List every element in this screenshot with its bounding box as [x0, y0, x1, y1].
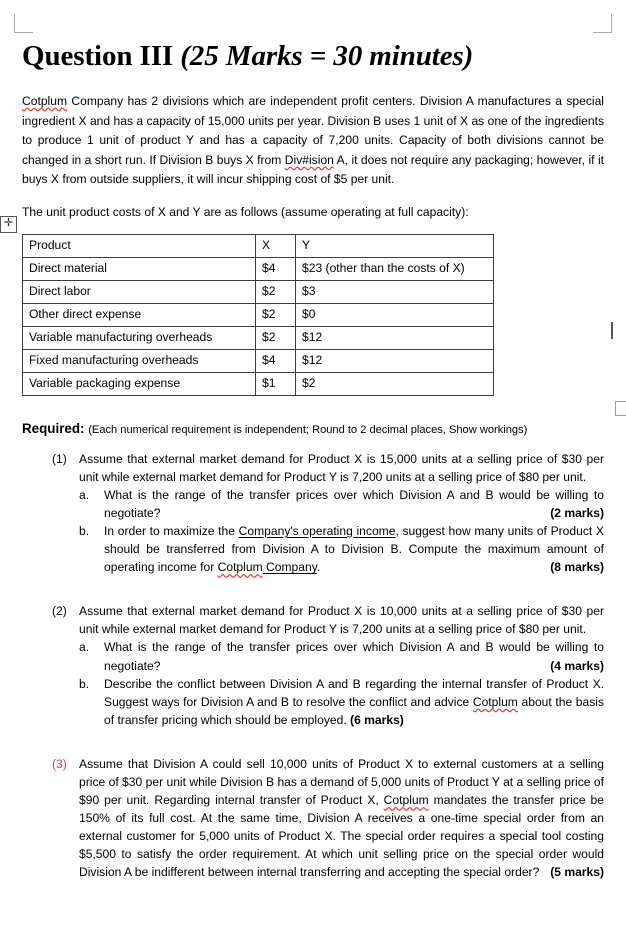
underlined-company-word: Company	[262, 560, 317, 575]
question-block-3	[22, 755, 604, 882]
subitem-text-after: about the basis of transfer pricing which should be employed.	[104, 694, 605, 727]
marks-value: (8 marks)	[550, 560, 604, 575]
cell-y: $12	[296, 349, 494, 372]
cell-x: $1	[256, 372, 296, 395]
marks-value: (4 marks)	[550, 658, 604, 673]
cell-x: $2	[256, 326, 296, 349]
question-2	[22, 602, 604, 638]
question-text: Assume that external market demand for Product X is 15,000 units at a selling price of $30 per unit while external market demand for Product Y is 7,200 units at a selling price of $80 per unit.	[79, 451, 604, 484]
question-text: Assume that external market demand for Product X is 10,000 units at a selling price of $30 per unit while external market demand for Product Y is 7,200 units at a selling price of $80 per unit.	[79, 604, 604, 637]
cell-y: $0	[296, 303, 494, 326]
cell-x: $4	[256, 257, 296, 280]
subitem-text-after: .	[316, 560, 321, 575]
question-marker: (1)	[52, 451, 67, 466]
marks-value: (2 marks)	[550, 505, 604, 520]
document-page	[3, 0, 605, 882]
question-text-before: Assume that Division A could sell 10,000 units of Product X to external customers at a selling price of $30 per unit while Division B has a demand of 5,000 units of Product Y at a selling price of $90 per unit. Regarding internal transfer of Product X,	[79, 756, 604, 808]
table-move-handle-icon[interactable]: ✛	[0, 216, 17, 233]
subitem-text: What is the range of the transfer prices over which Division A and B would be willing to negotiate?	[104, 487, 604, 520]
cell-x: $2	[256, 280, 296, 303]
page-title	[22, 40, 604, 73]
intro-paragraph	[22, 92, 604, 190]
table-row	[23, 349, 494, 372]
subitem-text-before: In order to maximize the	[104, 523, 239, 538]
question-text-after: mandates the transfer price be 150% of its full cost. At the same time, Division A receives a one-time special order from an external customer for 5,000 units of Product X. The special order requires a special tool costing $5,500 to satisfy the order requirement. At which unit selling price on the special order would Division A be indifferent between internal transferring and accepting the special order?	[79, 793, 604, 880]
cell-y: $23 (other than the costs of X)	[296, 257, 494, 280]
cell-item: Direct material	[23, 257, 256, 280]
table-row	[23, 280, 494, 303]
column-header-y: Y	[296, 234, 494, 257]
table-header-row	[23, 234, 494, 257]
table-body	[23, 234, 494, 395]
subitem-text: What is the range of the transfer prices over which Division A and B would be willing to negotiate?	[104, 640, 604, 673]
question-3	[22, 755, 604, 882]
cell-item: Direct labor	[23, 280, 256, 303]
question-1-subitems	[22, 486, 604, 576]
table-row	[23, 303, 494, 326]
cell-item: Variable manufacturing overheads	[23, 326, 256, 349]
subitem-text-mid: , suggest how many units of Product X should be transferred from Division A to Division B. Compute the maximum amount of operating income for	[104, 523, 604, 575]
cell-x: $4	[256, 349, 296, 372]
subitem-text-before: Describe the conflict between Division A and B regarding the internal transfer of Product X. Suggest ways for Division A and B to resolve the conflict and advice	[104, 676, 604, 709]
column-header-product: Product	[23, 234, 256, 257]
misspelled-company-name: Cotplum	[472, 694, 518, 709]
title-italic: (25 Marks = 30 minutes)	[180, 40, 474, 72]
unit-product-costs-table	[22, 234, 494, 396]
cell-y: $3	[296, 280, 494, 303]
intro-text-part1: Company has 2 divisions which are independent profit centers. Division A manufactures a special ingredient X and has a capacity of 15,000 units per year. Division B uses 1 unit of X as one of the ingredients to produce 1 unit of product Y and has a capacity of 7,200 units. Capacity of both divisions cannot be changed in a short run. If Division B buys X from	[22, 94, 604, 167]
misspelled-company-name: Cotplum	[217, 560, 263, 575]
required-note: (Each numerical requirement is independent; Round to 2 decimal places, Show workings)	[88, 423, 528, 436]
marks-value: (5 marks)	[550, 865, 604, 880]
table-row	[23, 372, 494, 395]
question-2-subitems	[22, 638, 604, 728]
required-label: Required:	[22, 420, 85, 436]
table-lead-in: The unit product costs of X and Y are as follows (assume operating at full capacity):	[22, 204, 469, 219]
cell-item: Variable packaging expense	[23, 372, 256, 395]
table-row	[23, 326, 494, 349]
subitem-marker: a.	[79, 640, 90, 655]
subitem-marker: b.	[79, 676, 90, 691]
title-main: Question III	[22, 40, 181, 72]
question-2a	[22, 638, 604, 674]
cell-item: Fixed manufacturing overheads	[23, 349, 256, 372]
cell-x: $2	[256, 303, 296, 326]
table-row	[23, 257, 494, 280]
table-resize-handle-icon[interactable]	[615, 401, 626, 416]
intro-text-part2: A, it does not require any packaging; however, if it buys X from outside suppliers, it will incur shipping cost of $5 per unit.	[22, 152, 604, 187]
question-marker: (2)	[52, 604, 67, 619]
subitem-marker: b.	[79, 523, 90, 538]
question-1	[22, 450, 604, 486]
cell-y: $2	[296, 372, 494, 395]
misspelled-division-word: Div#ision	[284, 152, 334, 167]
cost-table-wrapper	[3, 216, 604, 396]
cell-item: Other direct expense	[23, 303, 256, 326]
question-block-1	[22, 450, 604, 577]
underlined-phrase: Company's operating income	[238, 523, 396, 538]
cell-y: $12	[296, 326, 494, 349]
subitem-marker: a.	[79, 487, 90, 502]
misspelled-company-name: Cotplum	[22, 94, 68, 108]
question-marker: (3)	[52, 756, 67, 771]
question-1b	[22, 522, 604, 576]
question-block-2	[22, 602, 604, 729]
column-header-x: X	[256, 234, 296, 257]
question-2b	[22, 675, 604, 729]
required-heading	[22, 420, 604, 439]
misspelled-company-name: Cotplum	[383, 793, 429, 808]
marks-value: (6 marks)	[350, 712, 404, 727]
row-resize-marker-icon[interactable]	[611, 322, 613, 339]
question-1a	[22, 486, 604, 522]
